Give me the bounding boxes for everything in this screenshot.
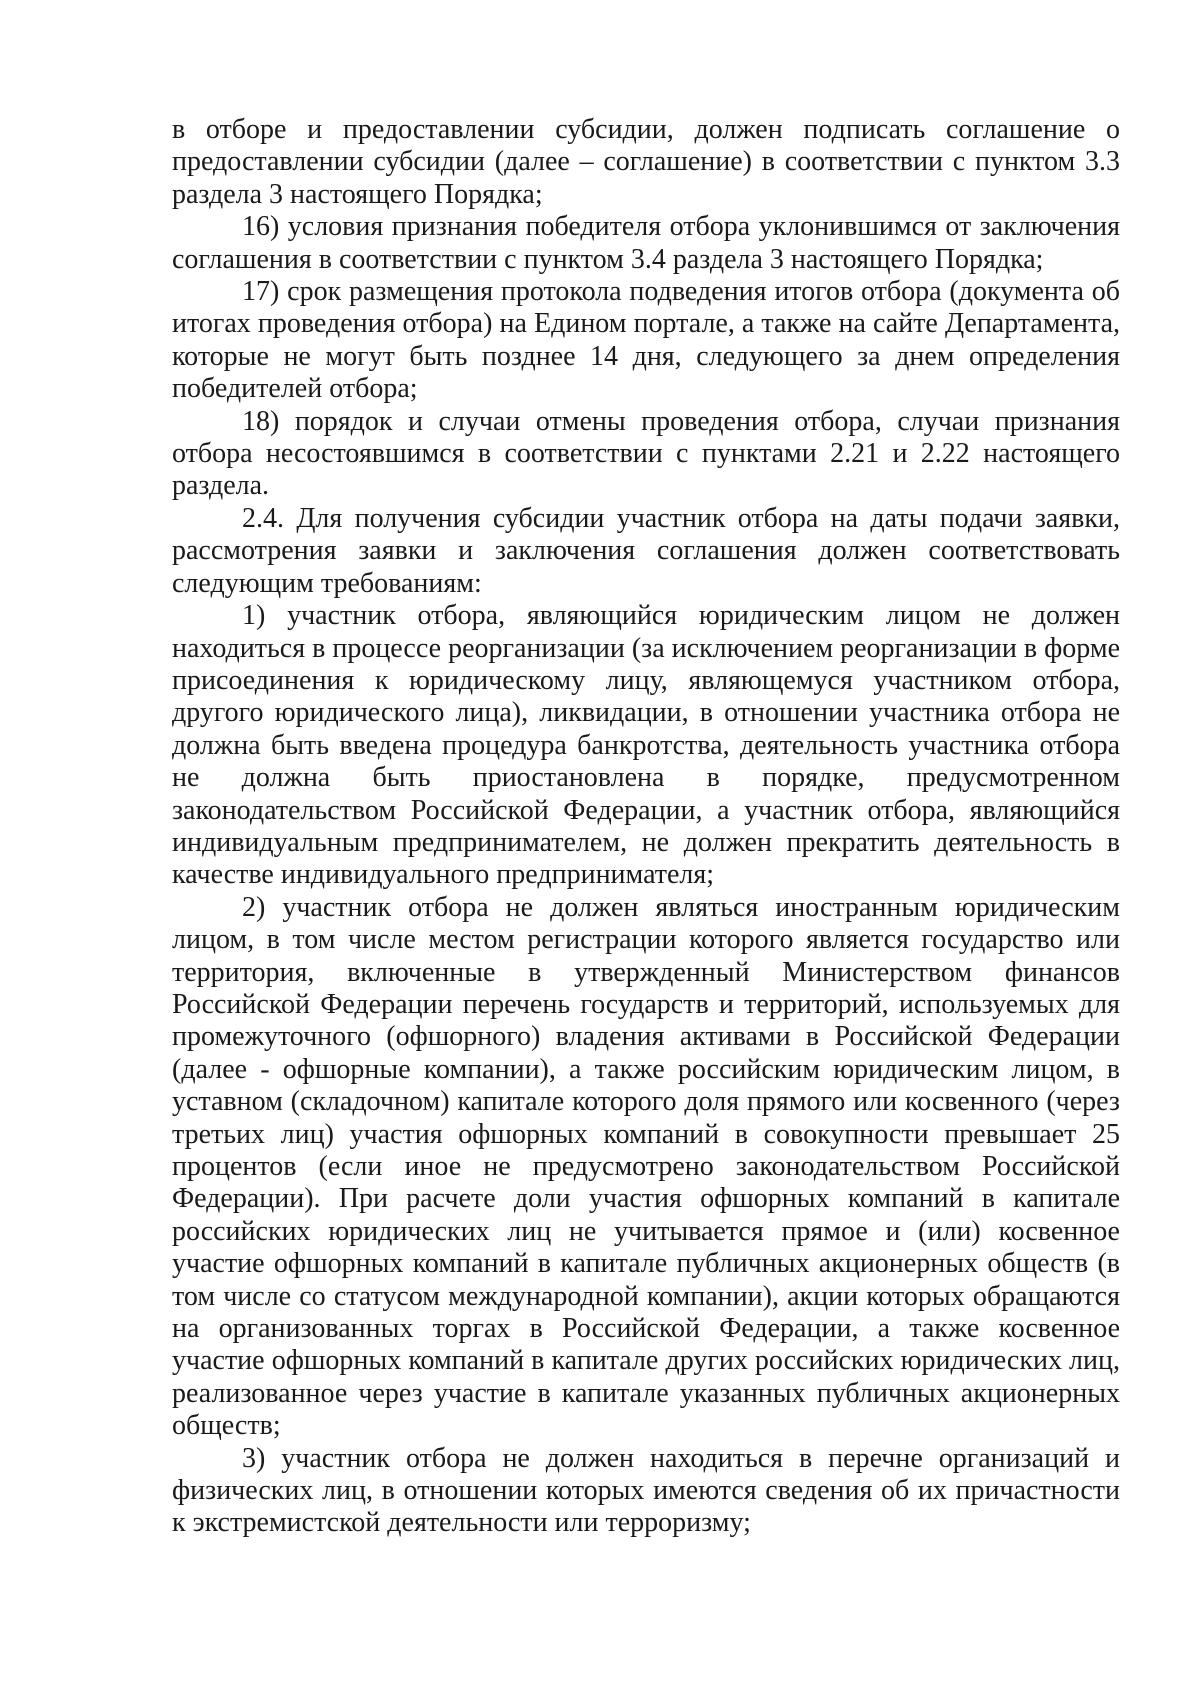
paragraph-item-16: 16) условия признания победителя отбора уклонившимся от заключения соглашения в соответствии с пунктом 3.4 раздела 3 настоящего Порядка; bbox=[172, 211, 1120, 275]
paragraph-requirement-3: 3) участник отбора не должен находиться в перечне организаций и физических лиц, в отношении которых имеются сведения об их причастности к экстремистской деятельности или терроризму; bbox=[172, 1442, 1120, 1539]
paragraph-section-2-4: 2.4. Для получения субсидии участник отбора на даты подачи заявки, рассмотрения заявки и заключения соглашения должен соответствовать следующим требованиям: bbox=[172, 502, 1120, 599]
paragraph-continuation: в отборе и предоставлении субсидии, должен подписать соглашение о предоставлении субсидии (далее – соглашение) в соответствии с пунктом 3.3 раздела 3 настоящего Порядка; bbox=[172, 114, 1120, 210]
paragraph-requirement-2: 2) участник отбора не должен являться иностранным юридическим лицом, в том числе местом регистрации которого является государство или территория, включенные в утвержденный Министерством финансов Российской Федерации перечень государств и территорий, используемых для промежуточного (офшорного) владения активами в Российской Федерации (далее - офшорные компании), а также российским юридическим лицом, в уставном (складочном) капитале которого доля прямого или косвенного (через третьих лиц) участия офшорных компаний в совокупности превышает 25 процентов (если иное не предусмотрено законодательством Российской Федерации). При расчете доли участия офшорных компаний в капитале российских юридических лиц не учитывается прямое и (или) косвенное участие офшорных компаний в капитале публичных акционерных обществ (в том числе со статусом международной компании), акции которых обращаются на организованных торгах в Российской Федерации, а также косвенное участие офшорных компаний в капитале других российских юридических лиц, реализованное через участие в капитале указанных публичных акционерных обществ; bbox=[172, 891, 1120, 1442]
paragraph-item-18: 18) порядок и случаи отмены проведения отбора, случаи признания отбора несостоявшимся в соответствии с пунктами 2.21 и 2.22 настоящего раздела. bbox=[172, 405, 1120, 502]
paragraph-requirement-1: 1) участник отбора, являющийся юридическим лицом не должен находиться в процессе реорганизации (за исключением реорганизации в форме присоединения к юридическому лицу, являющемуся участником отбора, другого юридического лица), ликвидации, в отношении участника отбора не должна быть введена процедура банкротства, деятельность участника отбора не должна быть приостановлена в порядке, предусмотренном законодательством Российской Федерации, а участник отбора, являющийся индивидуальным предпринимателем, не должен прекратить деятельность в качестве индивидуального предпринимателя; bbox=[172, 600, 1120, 891]
document-page bbox=[172, 114, 1120, 1540]
paragraph-item-17: 17) срок размещения протокола подведения итогов отбора (документа об итогах проведения отбора) на Едином портале, а также на сайте Департамента, которые не могут быть позднее 14 дня, следующего за днем определения победителей отбора; bbox=[172, 276, 1120, 405]
